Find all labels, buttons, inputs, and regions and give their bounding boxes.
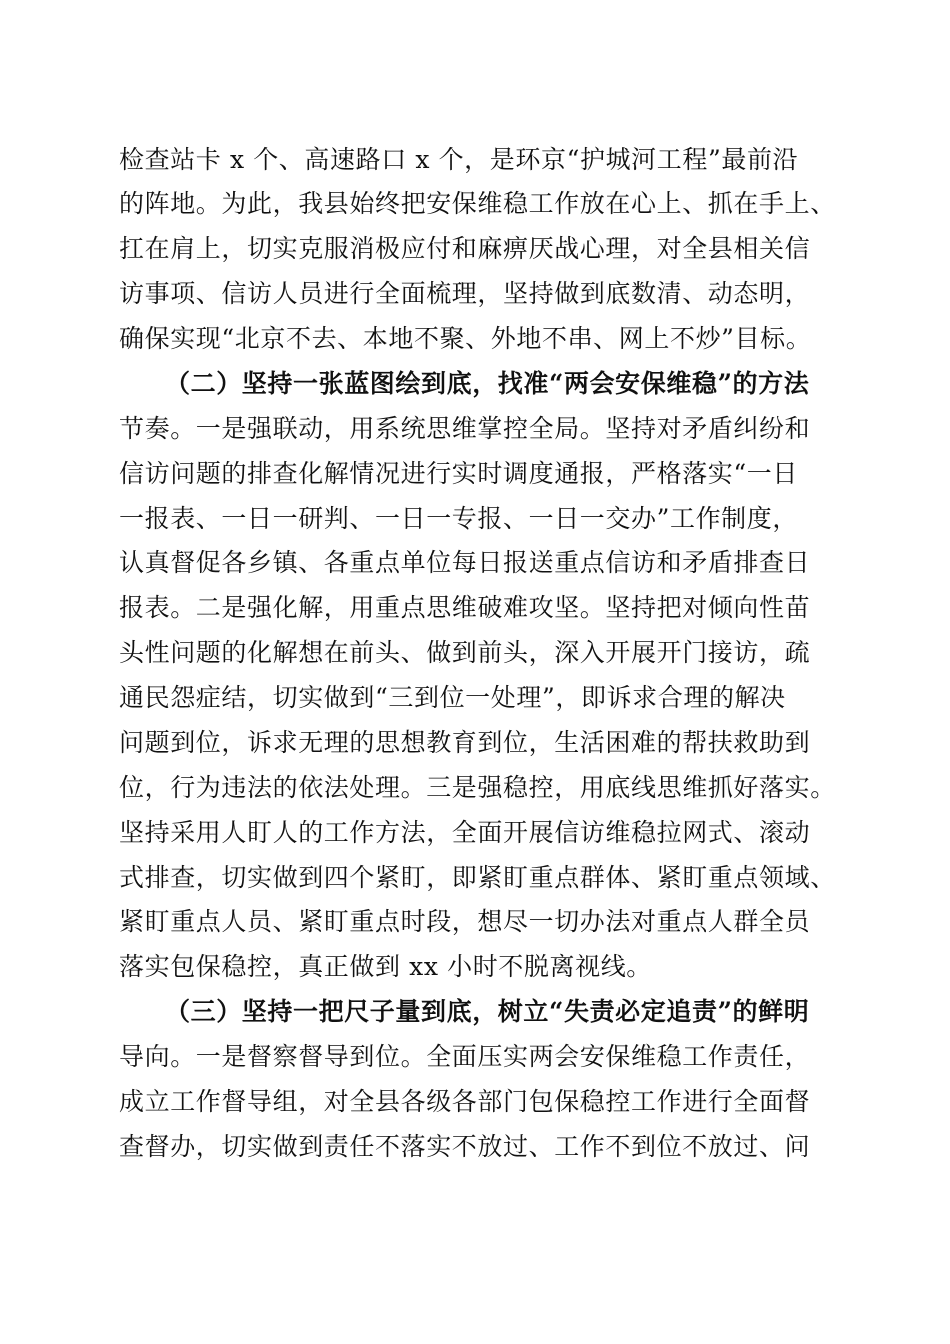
- text-line: 坚持采用人盯人的工作方法，全面开展信访维稳拉网式、滚动: [119, 818, 811, 847]
- text-line: 检查站卡 x 个、高速路口 x 个，是环京“护城河工程”最前沿: [119, 145, 799, 174]
- text-line: 头性问题的化解想在前头、做到前头，深入开展开门接访，疏: [119, 638, 811, 667]
- text-line: 认真督促各乡镇、各重点单位每日报送重点信访和矛盾排查日: [119, 548, 811, 577]
- text-line: 节奏。一是强联动，用系统思维掌控全局。坚持对矛盾纠纷和: [119, 414, 811, 443]
- text-line: 信访问题的排查化解情况进行实时调度通报，严格落实“一日: [119, 459, 798, 488]
- text-line: 导向。一是督察督导到位。全面压实两会安保维稳工作责任，: [119, 1042, 811, 1071]
- text-line: 报表。二是强化解，用重点思维破难攻坚。坚持把对倾向性苗: [119, 593, 811, 622]
- text-line: 查督办，切实做到责任不落实不放过、工作不到位不放过、问: [119, 1132, 811, 1161]
- text-line: 位，行为违法的依法处理。三是强稳控，用底线思维抓好落实。: [119, 773, 836, 802]
- section-heading-2: （二）坚持一张蓝图绘到底，找准“两会安保维稳”的方法: [165, 369, 810, 398]
- section-heading-3: （三）坚持一把尺子量到底，树立“失责必定追责”的鲜明: [165, 997, 810, 1026]
- text-line: 扛在肩上，切实克服消极应付和麻痹厌战心理，对全县相关信: [119, 234, 811, 263]
- text-line: 紧盯重点人员、紧盯重点时段，想尽一切办法对重点人群全员: [119, 907, 811, 936]
- text-line: 成立工作督导组，对全县各级各部门包保稳控工作进行全面督: [119, 1087, 811, 1116]
- text-line: 问题到位，诉求无理的思想教育到位，生活困难的帮扶救助到: [119, 728, 811, 757]
- text-line: 访事项、信访人员进行全面梳理，坚持做到底数清、动态明，: [119, 279, 811, 308]
- text-line: 式排查，切实做到四个紧盯，即紧盯重点群体、紧盯重点领域、: [119, 863, 836, 892]
- text-line: 一报表、一日一研判、一日一专报、一日一交办”工作制度，: [119, 504, 798, 533]
- text-line: 的阵地。为此，我县始终把安保维稳工作放在心上、抓在手上、: [119, 189, 836, 218]
- text-line: 通民怨症结，切实做到“三到位一处理”，即诉求合理的解决: [119, 683, 786, 712]
- text-line: 落实包保稳控，真正做到 xx 小时不脱离视线。: [119, 952, 652, 981]
- text-line: 确保实现“北京不去、本地不聚、外地不串、网上不炒”目标。: [119, 324, 812, 353]
